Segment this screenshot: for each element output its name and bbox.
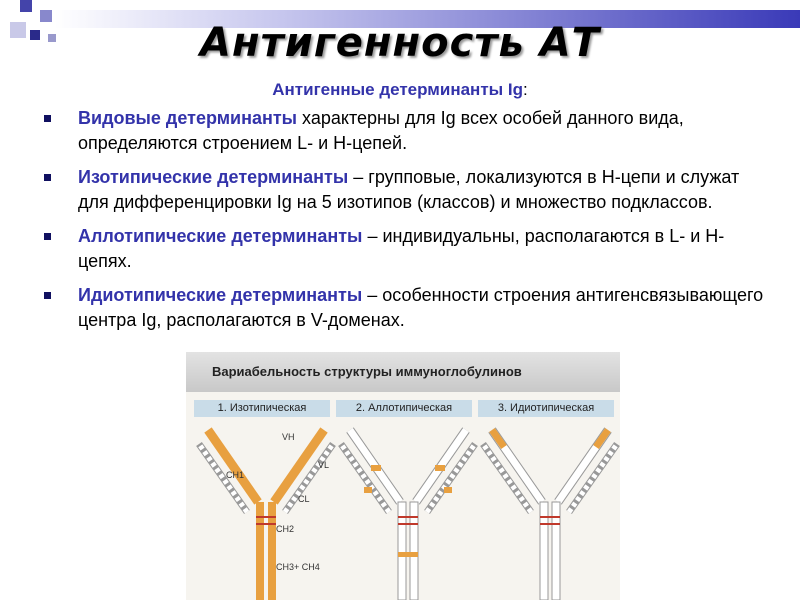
label-vh: VH (282, 432, 295, 442)
label-ch1: CH1 (226, 470, 245, 480)
label-ch2: CH2 (276, 524, 295, 534)
bullet-text: – индивидуальны, располагаются в L- и H-цепях. (78, 226, 725, 271)
slide-subtitle (0, 80, 800, 100)
bullet-list (44, 106, 774, 342)
bullet-marker (44, 174, 51, 181)
bullet-marker (44, 115, 51, 122)
bullet-term: Видовые детерминанты (78, 108, 298, 128)
bullet-text: – особенности строения антигенсвязывающего центра Ig, располагаются в V-доменах. (78, 285, 764, 330)
bullet-term: Изотипические детерминанты (78, 167, 349, 187)
panel-label-isotypic: 1. Изотипическая (194, 400, 330, 417)
subtitle-separator: : (523, 80, 528, 99)
subtitle-text: Антигенные детерминанты Ig (272, 80, 523, 99)
bullet-item (44, 165, 774, 215)
bullet-marker (44, 292, 51, 299)
bullet-text: характерны для Ig всех особей данного вида, определяются строением L- и H-цепей. (78, 108, 684, 153)
panel-label-allotypic: 2. Аллотипическая (336, 400, 472, 417)
label-vl: VL (318, 460, 330, 470)
label-ch3-ch4: CH3+ CH4 (276, 562, 320, 572)
antibody-allotypic (341, 430, 475, 600)
immunoglobulin-figure (186, 352, 620, 600)
panel-label-idiotypic: 3. Идиотипическая (478, 400, 614, 417)
bullet-text: – групповые, локализуются в H-цепи и служат для дифференцировки Ig на 5 изотипов (классов) и множество подклассов. (78, 167, 740, 212)
antibody-diagrams (186, 352, 620, 600)
label-cl: CL (298, 494, 310, 504)
figure-title: Вариабельность структуры иммуноглобулинов (186, 352, 620, 392)
bullet-item (44, 283, 774, 333)
bullet-term: Аллотипические детерминанты (78, 226, 363, 246)
bullet-item (44, 106, 774, 156)
antibody-idiotypic (483, 430, 617, 600)
antibody-isotypic (199, 430, 333, 600)
bullet-term: Идиотипические детерминанты (78, 285, 363, 305)
slide-title: Антигенность АТ (200, 20, 600, 66)
bullet-marker (44, 233, 51, 240)
bullet-item (44, 224, 774, 274)
